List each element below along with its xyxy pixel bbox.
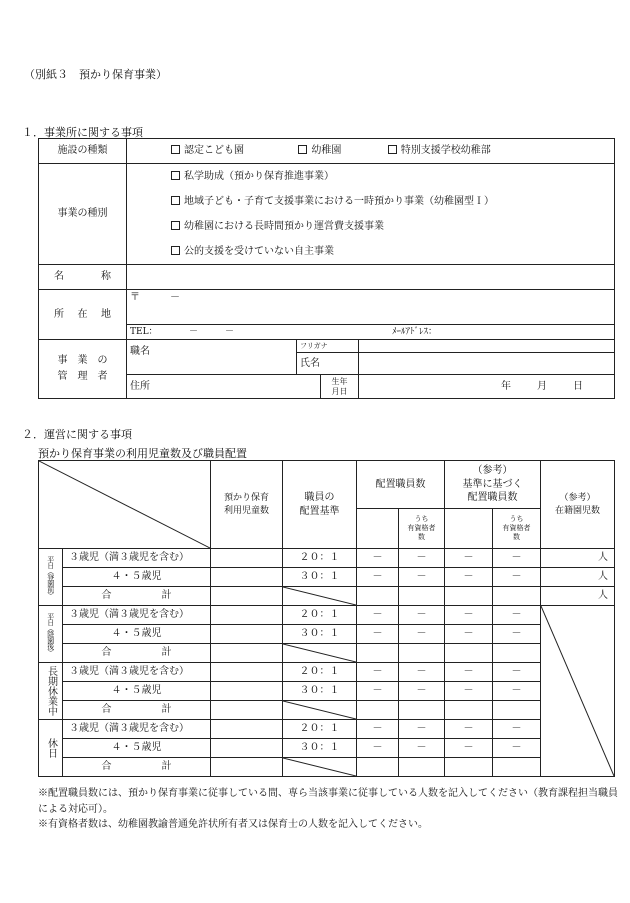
ratio-cell: ２０：１ — [283, 549, 357, 568]
table-row — [39, 701, 615, 720]
usage-count-cell[interactable] — [211, 568, 283, 587]
standard-na-cell — [283, 758, 357, 777]
section2-title: ２．運営に関する事項 — [22, 428, 132, 441]
section1-title: １．事業所に関する事項 — [22, 126, 143, 139]
birth-date-field[interactable]: 年 月 日 — [359, 375, 615, 399]
total-cell[interactable] — [399, 758, 445, 777]
total-cell[interactable] — [445, 701, 493, 720]
table-row — [39, 625, 615, 644]
dash-cell[interactable]: － — [493, 682, 541, 701]
dash-cell[interactable]: － — [493, 606, 541, 625]
business-option[interactable]: 地域子ども・子育て支援事業における一時預かり事業（幼稚園型Ｉ） — [127, 189, 614, 214]
total-cell[interactable] — [493, 587, 541, 606]
usage-count-cell[interactable] — [211, 758, 283, 777]
checkbox-icon[interactable] — [298, 145, 307, 154]
dash-cell[interactable]: － — [493, 720, 541, 739]
group-label: 平日（登園前） — [39, 549, 63, 606]
age-label: ４・５歳児 — [63, 625, 211, 644]
dash-cell[interactable]: － — [445, 663, 493, 682]
checkbox-icon[interactable] — [388, 145, 397, 154]
dash-cell[interactable]: － — [399, 739, 445, 758]
dash-cell[interactable]: － — [493, 739, 541, 758]
total-cell[interactable] — [445, 587, 493, 606]
dash-cell[interactable]: － — [399, 663, 445, 682]
dash-cell[interactable]: － — [357, 549, 399, 568]
usage-count-cell[interactable] — [211, 701, 283, 720]
usage-count-cell[interactable] — [211, 625, 283, 644]
enrolled-cell[interactable]: 人 — [541, 549, 615, 568]
dash-cell[interactable]: － — [357, 720, 399, 739]
dash-cell[interactable]: － — [399, 682, 445, 701]
staff-count-subcell — [357, 509, 399, 549]
dash-cell[interactable]: － — [445, 739, 493, 758]
form-header: （別紙３ 預かり保育事業） — [24, 68, 167, 81]
ratio-cell: ３０：１ — [283, 625, 357, 644]
manager-label: 事 業 の 管 理 者 — [39, 340, 127, 399]
dash-cell[interactable]: － — [445, 568, 493, 587]
usage-count-cell[interactable] — [211, 644, 283, 663]
group-label: 平日（降園後） — [39, 606, 63, 663]
dash-cell[interactable]: － — [399, 720, 445, 739]
total-cell[interactable] — [445, 758, 493, 777]
group-label: 長期休業中 — [39, 663, 63, 720]
facility-type-label: 施設の種類 — [39, 139, 127, 164]
dash-cell[interactable]: － — [493, 663, 541, 682]
business-option[interactable]: 私学助成（預かり保育推進事業） — [127, 164, 614, 189]
checkbox-icon[interactable] — [171, 171, 180, 180]
dash-cell[interactable]: － — [493, 549, 541, 568]
postal-field[interactable]: 〒 － — [127, 290, 615, 325]
total-cell[interactable] — [357, 644, 399, 663]
name-label: 名 称 — [39, 265, 127, 290]
dash-cell[interactable]: － — [399, 625, 445, 644]
ratio-cell: ２０：１ — [283, 606, 357, 625]
table-row — [39, 758, 615, 777]
dash-cell[interactable]: － — [445, 682, 493, 701]
note-staff: ※配置職員数には、預かり保育事業に従事している間、専ら当該事業に従事している人数を記入してください（教育課程担当職員による対応可）。 — [38, 788, 618, 815]
ratio-cell: ２０：１ — [283, 663, 357, 682]
ratio-cell: ３０：１ — [283, 682, 357, 701]
age-label: ４・５歳児 — [63, 739, 211, 758]
table-row — [39, 549, 615, 568]
facility-option[interactable]: 特別支援学校幼稚部 — [388, 145, 491, 156]
checkbox-icon[interactable] — [171, 145, 180, 154]
standard-na-cell — [283, 587, 357, 606]
enrolled-header: （参考） 在籍園児数 — [541, 461, 615, 549]
age-label: ３歳児（満３歳児を含む） — [63, 663, 211, 682]
age-label: ３歳児（満３歳児を含む） — [63, 720, 211, 739]
total-cell[interactable] — [445, 644, 493, 663]
checkbox-icon[interactable] — [171, 221, 180, 230]
usage-count-cell[interactable] — [211, 549, 283, 568]
total-cell[interactable] — [357, 758, 399, 777]
note-qualified: ※有資格者数は、幼稚園教諭普通免許状所有者又は保育士の人数を記入してください。 — [38, 819, 428, 830]
total-cell[interactable] — [399, 644, 445, 663]
ref-standard-header: （参考） 基準に基づく 配置職員数 — [445, 461, 541, 509]
usage-count-cell[interactable] — [211, 606, 283, 625]
table-row — [39, 682, 615, 701]
dash-cell[interactable]: － — [399, 568, 445, 587]
ref-qualified-header: うち 有資格者 数 — [493, 509, 541, 549]
ratio-cell: ３０：１ — [283, 739, 357, 758]
age-label: 合 計 — [63, 701, 211, 720]
staff-header: 配置職員数 — [357, 461, 445, 509]
fullname-field[interactable] — [359, 353, 615, 375]
dash-cell[interactable]: － — [399, 606, 445, 625]
total-cell[interactable] — [399, 587, 445, 606]
usage-header: 預かり保育 利用児童数 — [211, 461, 283, 549]
fullname-label: 氏名 — [297, 353, 359, 375]
facility-option[interactable]: 認定こども園 — [171, 145, 244, 156]
ref-staff-subcell — [445, 509, 493, 549]
dash-cell[interactable]: － — [493, 625, 541, 644]
table-row — [39, 720, 615, 739]
total-cell[interactable] — [357, 587, 399, 606]
usage-count-cell[interactable] — [211, 682, 283, 701]
total-cell[interactable] — [357, 701, 399, 720]
group-label: 休日 — [39, 720, 63, 777]
usage-count-cell[interactable] — [211, 663, 283, 682]
age-label: ３歳児（満３歳児を含む） — [63, 606, 211, 625]
table-row — [39, 663, 615, 682]
usage-count-cell[interactable] — [211, 739, 283, 758]
usage-count-cell[interactable] — [211, 587, 283, 606]
staffing-table — [38, 460, 615, 777]
dash-cell[interactable]: － — [445, 625, 493, 644]
dash-cell[interactable]: － — [445, 549, 493, 568]
total-cell[interactable] — [493, 701, 541, 720]
facility-type-options — [127, 139, 615, 164]
dash-cell[interactable]: － — [357, 568, 399, 587]
ratio-cell: ３０：１ — [283, 568, 357, 587]
address-label: 所 在 地 — [39, 290, 127, 340]
table-row — [39, 644, 615, 663]
total-cell[interactable] — [493, 758, 541, 777]
birth-label: 生年 月日 — [321, 375, 359, 399]
enrolled-cell[interactable]: 人 — [541, 568, 615, 587]
ratio-cell: ２０：１ — [283, 720, 357, 739]
dash-cell[interactable]: － — [445, 720, 493, 739]
age-label: 合 計 — [63, 758, 211, 777]
age-label: 合 計 — [63, 644, 211, 663]
business-type-options — [127, 164, 615, 265]
facility-table — [38, 138, 615, 399]
business-option[interactable]: 幼稚園における長時間預かり運営費支援事業 — [127, 214, 614, 239]
age-label: 合 計 — [63, 587, 211, 606]
enrolled-cell[interactable]: 人 — [541, 587, 615, 606]
dash-cell[interactable]: － — [357, 739, 399, 758]
table-row — [39, 739, 615, 758]
contact-field[interactable]: TEL： － － ﾒｰﾙｱﾄﾞﾚｽ： — [127, 325, 615, 340]
table-row — [39, 568, 615, 587]
standard-na-cell — [283, 701, 357, 720]
business-option[interactable]: 公的支援を受けていない自主事業 — [127, 239, 614, 264]
furigana-label: フリガナ — [297, 340, 359, 353]
usage-count-cell[interactable] — [211, 720, 283, 739]
table-row — [39, 606, 615, 625]
dash-cell[interactable]: － — [445, 606, 493, 625]
total-cell[interactable] — [493, 644, 541, 663]
age-label: ４・５歳児 — [63, 568, 211, 587]
business-type-label: 事業の種別 — [39, 164, 127, 265]
qualified-header: うち 有資格者 数 — [399, 509, 445, 549]
standard-header: 職員の 配置基準 — [283, 461, 357, 549]
age-label: ３歳児（満３歳児を含む） — [63, 549, 211, 568]
dash-cell[interactable]: － — [357, 682, 399, 701]
dash-cell[interactable]: － — [357, 663, 399, 682]
job-title-field[interactable]: 職名 — [127, 340, 297, 375]
age-label: ４・５歳児 — [63, 682, 211, 701]
table-row — [39, 587, 615, 606]
furigana-field[interactable] — [359, 340, 615, 353]
residence-field[interactable]: 住所 — [127, 375, 321, 399]
dash-cell[interactable]: － — [357, 625, 399, 644]
total-cell[interactable] — [399, 701, 445, 720]
section2-subtitle: 預かり保育事業の利用児童数及び職員配置 — [38, 447, 247, 460]
facility-option[interactable]: 幼稚園 — [298, 145, 341, 156]
enrolled-na-cell — [541, 606, 615, 777]
checkbox-icon[interactable] — [171, 246, 180, 255]
header-corner-cell — [39, 461, 211, 549]
name-field[interactable] — [127, 265, 615, 290]
dash-cell[interactable]: － — [399, 549, 445, 568]
checkbox-icon[interactable] — [171, 196, 180, 205]
dash-cell[interactable]: － — [357, 606, 399, 625]
notes — [38, 786, 618, 833]
dash-cell[interactable]: － — [493, 568, 541, 587]
standard-na-cell — [283, 644, 357, 663]
